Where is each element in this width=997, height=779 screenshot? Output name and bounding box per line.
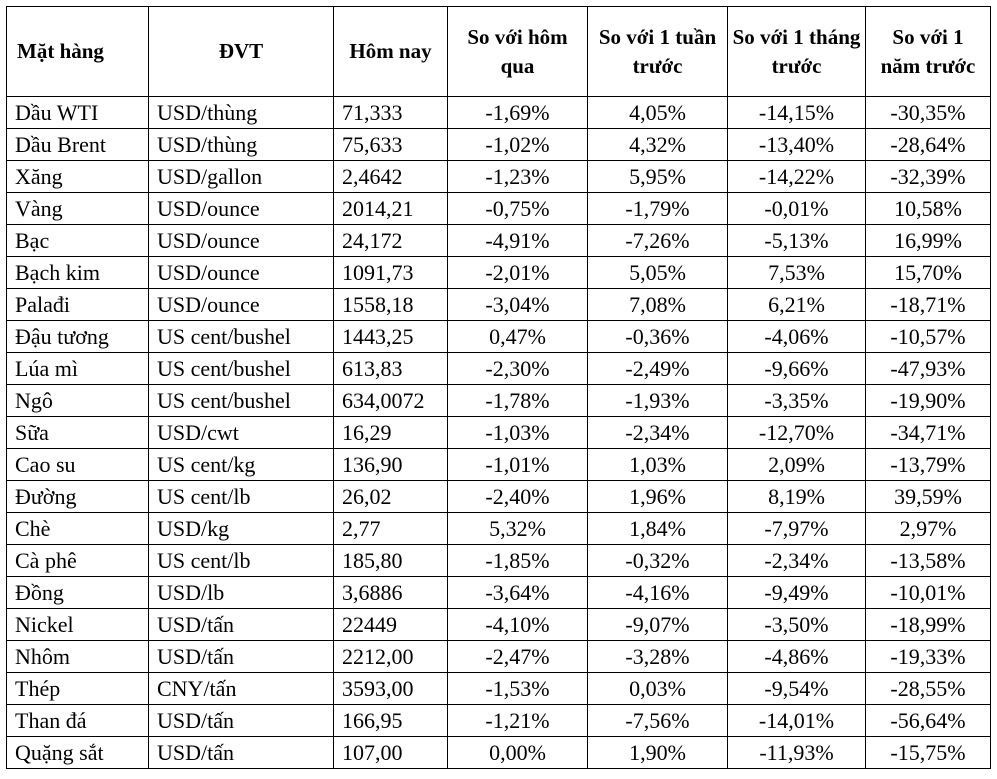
change-vs-month-cell: 8,19%	[728, 481, 866, 513]
unit-cell: USD/gallon	[149, 161, 334, 193]
table-row	[7, 129, 991, 161]
header-vs-month: So với 1 tháng trước	[728, 7, 866, 97]
unit-cell: USD/tấn	[149, 641, 334, 673]
today-price-cell: 3,6886	[334, 577, 448, 609]
unit-cell: USD/tấn	[149, 737, 334, 769]
change-vs-yesterday-cell: -1,01%	[448, 449, 588, 481]
change-vs-week-cell: 7,08%	[588, 289, 728, 321]
today-price-cell: 3593,00	[334, 673, 448, 705]
change-vs-week-cell: -7,26%	[588, 225, 728, 257]
change-vs-week-cell: -3,28%	[588, 641, 728, 673]
change-vs-month-cell: -0,01%	[728, 193, 866, 225]
today-price-cell: 22449	[334, 609, 448, 641]
today-price-cell: 166,95	[334, 705, 448, 737]
change-vs-year-cell: -19,90%	[866, 385, 991, 417]
commodity-name-cell: Xăng	[7, 161, 149, 193]
change-vs-year-cell: -13,58%	[866, 545, 991, 577]
change-vs-year-cell: 16,99%	[866, 225, 991, 257]
change-vs-yesterday-cell: -1,23%	[448, 161, 588, 193]
change-vs-year-cell: -10,01%	[866, 577, 991, 609]
change-vs-year-cell: -18,99%	[866, 609, 991, 641]
today-price-cell: 634,0072	[334, 385, 448, 417]
change-vs-year-cell: -13,79%	[866, 449, 991, 481]
unit-cell: USD/thùng	[149, 129, 334, 161]
change-vs-week-cell: -9,07%	[588, 609, 728, 641]
commodity-name-cell: Đường	[7, 481, 149, 513]
change-vs-week-cell: 4,32%	[588, 129, 728, 161]
change-vs-week-cell: 5,95%	[588, 161, 728, 193]
commodity-name-cell: Chè	[7, 513, 149, 545]
unit-cell: US cent/lb	[149, 545, 334, 577]
change-vs-week-cell: -7,56%	[588, 705, 728, 737]
change-vs-month-cell: -5,13%	[728, 225, 866, 257]
commodity-name-cell: Than đá	[7, 705, 149, 737]
change-vs-month-cell: -14,15%	[728, 97, 866, 129]
change-vs-yesterday-cell: -1,03%	[448, 417, 588, 449]
change-vs-week-cell: 1,03%	[588, 449, 728, 481]
today-price-cell: 185,80	[334, 545, 448, 577]
change-vs-week-cell: -0,36%	[588, 321, 728, 353]
change-vs-month-cell: -14,22%	[728, 161, 866, 193]
unit-cell: USD/cwt	[149, 417, 334, 449]
unit-cell: USD/ounce	[149, 257, 334, 289]
today-price-cell: 1558,18	[334, 289, 448, 321]
unit-cell: US cent/bushel	[149, 385, 334, 417]
table-row	[7, 417, 991, 449]
change-vs-yesterday-cell: -4,10%	[448, 609, 588, 641]
table-body	[7, 97, 991, 769]
today-price-cell: 71,333	[334, 97, 448, 129]
change-vs-month-cell: -3,50%	[728, 609, 866, 641]
change-vs-week-cell: 4,05%	[588, 97, 728, 129]
today-price-cell: 2212,00	[334, 641, 448, 673]
table-row	[7, 545, 991, 577]
commodity-name-cell: Dầu WTI	[7, 97, 149, 129]
change-vs-yesterday-cell: -2,40%	[448, 481, 588, 513]
change-vs-year-cell: 10,58%	[866, 193, 991, 225]
change-vs-yesterday-cell: -3,64%	[448, 577, 588, 609]
today-price-cell: 26,02	[334, 481, 448, 513]
table-row	[7, 609, 991, 641]
table-row	[7, 513, 991, 545]
table-row	[7, 641, 991, 673]
table-row	[7, 257, 991, 289]
header-vs-year: So với 1 năm trước	[866, 7, 991, 97]
header-row	[7, 7, 991, 97]
table-row	[7, 673, 991, 705]
today-price-cell: 136,90	[334, 449, 448, 481]
change-vs-year-cell: -10,57%	[866, 321, 991, 353]
table-row	[7, 481, 991, 513]
commodity-name-cell: Sữa	[7, 417, 149, 449]
change-vs-week-cell: 1,90%	[588, 737, 728, 769]
unit-cell: US cent/bushel	[149, 321, 334, 353]
commodity-name-cell: Nickel	[7, 609, 149, 641]
change-vs-week-cell: -1,79%	[588, 193, 728, 225]
change-vs-year-cell: 15,70%	[866, 257, 991, 289]
commodity-name-cell: Dầu Brent	[7, 129, 149, 161]
commodity-name-cell: Thép	[7, 673, 149, 705]
change-vs-yesterday-cell: -2,30%	[448, 353, 588, 385]
change-vs-year-cell: -19,33%	[866, 641, 991, 673]
change-vs-yesterday-cell: 0,47%	[448, 321, 588, 353]
today-price-cell: 16,29	[334, 417, 448, 449]
change-vs-year-cell: -15,75%	[866, 737, 991, 769]
unit-cell: USD/ounce	[149, 225, 334, 257]
table-row	[7, 385, 991, 417]
change-vs-week-cell: -2,34%	[588, 417, 728, 449]
commodity-name-cell: Đậu tương	[7, 321, 149, 353]
header-mat-hang: Mặt hàng	[7, 7, 149, 97]
unit-cell: USD/kg	[149, 513, 334, 545]
today-price-cell: 24,172	[334, 225, 448, 257]
unit-cell: CNY/tấn	[149, 673, 334, 705]
change-vs-yesterday-cell: -1,78%	[448, 385, 588, 417]
change-vs-week-cell: 1,84%	[588, 513, 728, 545]
today-price-cell: 1091,73	[334, 257, 448, 289]
today-price-cell: 613,83	[334, 353, 448, 385]
header-hom-nay: Hôm nay	[334, 7, 448, 97]
commodity-name-cell: Bạch kim	[7, 257, 149, 289]
change-vs-yesterday-cell: -2,01%	[448, 257, 588, 289]
table-row	[7, 449, 991, 481]
change-vs-year-cell: 39,59%	[866, 481, 991, 513]
change-vs-year-cell: 2,97%	[866, 513, 991, 545]
table-row	[7, 161, 991, 193]
change-vs-month-cell: 2,09%	[728, 449, 866, 481]
change-vs-week-cell: -0,32%	[588, 545, 728, 577]
header-vs-yesterday: So với hôm qua	[448, 7, 588, 97]
unit-cell: USD/tấn	[149, 609, 334, 641]
change-vs-year-cell: -32,39%	[866, 161, 991, 193]
change-vs-week-cell: -4,16%	[588, 577, 728, 609]
commodity-name-cell: Vàng	[7, 193, 149, 225]
today-price-cell: 1443,25	[334, 321, 448, 353]
unit-cell: US cent/lb	[149, 481, 334, 513]
change-vs-month-cell: -4,86%	[728, 641, 866, 673]
table-row	[7, 321, 991, 353]
change-vs-month-cell: -7,97%	[728, 513, 866, 545]
table-row	[7, 577, 991, 609]
change-vs-month-cell: 7,53%	[728, 257, 866, 289]
unit-cell: US cent/kg	[149, 449, 334, 481]
change-vs-yesterday-cell: -1,02%	[448, 129, 588, 161]
commodity-name-cell: Ngô	[7, 385, 149, 417]
table-row	[7, 97, 991, 129]
change-vs-week-cell: 1,96%	[588, 481, 728, 513]
change-vs-month-cell: -9,54%	[728, 673, 866, 705]
change-vs-yesterday-cell: -1,53%	[448, 673, 588, 705]
commodity-name-cell: Palađi	[7, 289, 149, 321]
commodity-name-cell: Cao su	[7, 449, 149, 481]
commodity-name-cell: Bạc	[7, 225, 149, 257]
today-price-cell: 75,633	[334, 129, 448, 161]
table-row	[7, 737, 991, 769]
change-vs-year-cell: -56,64%	[866, 705, 991, 737]
change-vs-week-cell: 5,05%	[588, 257, 728, 289]
change-vs-month-cell: -11,93%	[728, 737, 866, 769]
change-vs-week-cell: -2,49%	[588, 353, 728, 385]
table-row	[7, 705, 991, 737]
change-vs-week-cell: -1,93%	[588, 385, 728, 417]
unit-cell: USD/thùng	[149, 97, 334, 129]
commodity-name-cell: Cà phê	[7, 545, 149, 577]
unit-cell: USD/ounce	[149, 289, 334, 321]
change-vs-month-cell: -9,49%	[728, 577, 866, 609]
table-row	[7, 225, 991, 257]
change-vs-yesterday-cell: -1,69%	[448, 97, 588, 129]
change-vs-yesterday-cell: -2,47%	[448, 641, 588, 673]
change-vs-year-cell: -28,64%	[866, 129, 991, 161]
change-vs-month-cell: -14,01%	[728, 705, 866, 737]
change-vs-year-cell: -47,93%	[866, 353, 991, 385]
change-vs-month-cell: -13,40%	[728, 129, 866, 161]
unit-cell: US cent/bushel	[149, 353, 334, 385]
today-price-cell: 2,77	[334, 513, 448, 545]
change-vs-year-cell: -34,71%	[866, 417, 991, 449]
change-vs-yesterday-cell: -4,91%	[448, 225, 588, 257]
today-price-cell: 2014,21	[334, 193, 448, 225]
commodity-name-cell: Lúa mì	[7, 353, 149, 385]
table-row	[7, 289, 991, 321]
change-vs-week-cell: 0,03%	[588, 673, 728, 705]
commodity-price-table	[6, 6, 991, 769]
change-vs-yesterday-cell: -1,21%	[448, 705, 588, 737]
unit-cell: USD/ounce	[149, 193, 334, 225]
table-row	[7, 353, 991, 385]
change-vs-month-cell: 6,21%	[728, 289, 866, 321]
unit-cell: USD/lb	[149, 577, 334, 609]
change-vs-year-cell: -18,71%	[866, 289, 991, 321]
change-vs-year-cell: -30,35%	[866, 97, 991, 129]
change-vs-yesterday-cell: -0,75%	[448, 193, 588, 225]
commodity-name-cell: Nhôm	[7, 641, 149, 673]
unit-cell: USD/tấn	[149, 705, 334, 737]
change-vs-year-cell: -28,55%	[866, 673, 991, 705]
change-vs-month-cell: -2,34%	[728, 545, 866, 577]
today-price-cell: 2,4642	[334, 161, 448, 193]
change-vs-yesterday-cell: -1,85%	[448, 545, 588, 577]
change-vs-month-cell: -4,06%	[728, 321, 866, 353]
header-vs-week: So với 1 tuần trước	[588, 7, 728, 97]
commodity-name-cell: Quặng sắt	[7, 737, 149, 769]
change-vs-month-cell: -3,35%	[728, 385, 866, 417]
change-vs-month-cell: -12,70%	[728, 417, 866, 449]
change-vs-month-cell: -9,66%	[728, 353, 866, 385]
today-price-cell: 107,00	[334, 737, 448, 769]
change-vs-yesterday-cell: 0,00%	[448, 737, 588, 769]
header-dvt: ĐVT	[149, 7, 334, 97]
commodity-name-cell: Đồng	[7, 577, 149, 609]
table-row	[7, 193, 991, 225]
change-vs-yesterday-cell: 5,32%	[448, 513, 588, 545]
change-vs-yesterday-cell: -3,04%	[448, 289, 588, 321]
